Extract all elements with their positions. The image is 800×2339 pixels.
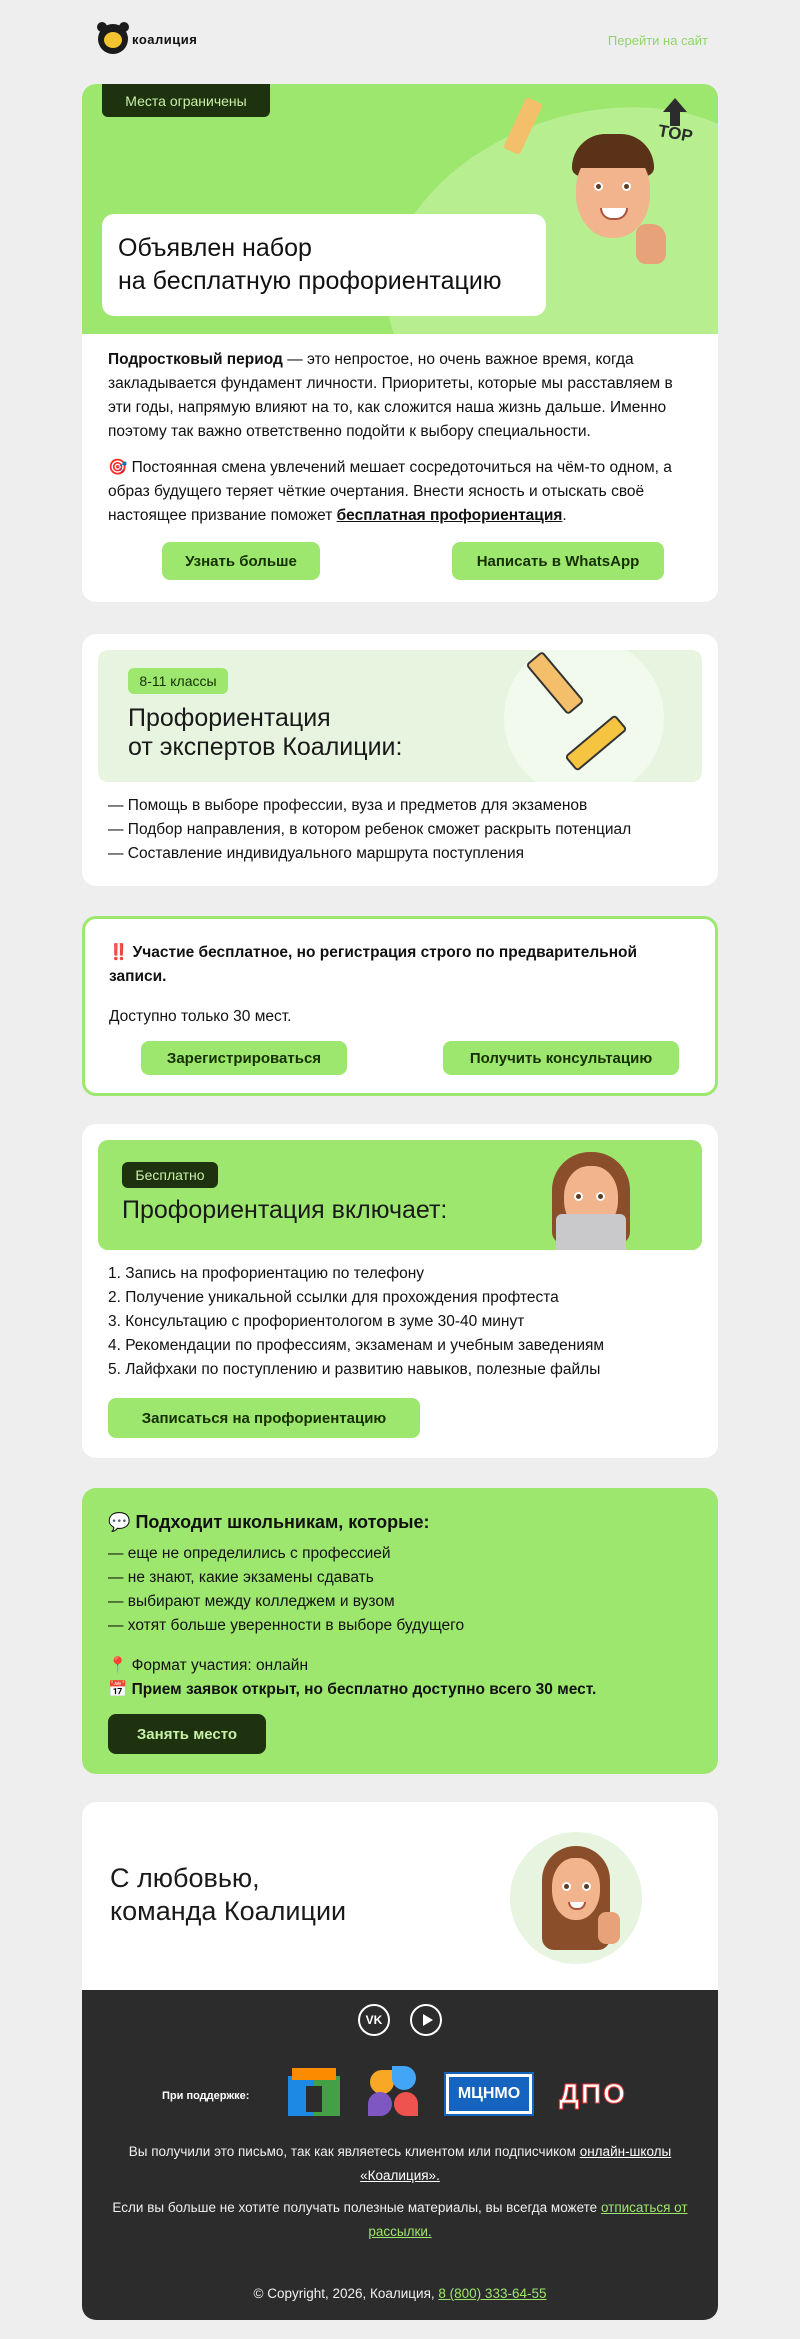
calendar-icon: 📅 (108, 1681, 128, 1698)
partner-logo-cube-icon[interactable] (288, 2068, 340, 2120)
experts-card (82, 634, 718, 886)
school-link[interactable]: онлайн-школы «Коалиция». (360, 2144, 672, 2183)
second-end: . (562, 507, 567, 524)
list-item: — не знают, какие экзамены сдавать (108, 1569, 374, 1586)
intro-paragraph (108, 348, 694, 444)
audience-card (82, 1488, 718, 1774)
hero-title (118, 232, 502, 298)
signature-footer-card (82, 1802, 718, 2320)
list-item: — еще не определились с профессией (108, 1545, 391, 1562)
pin-icon: 📍 (108, 1657, 128, 1674)
get-consultation-button[interactable]: Получить консультацию (443, 1041, 679, 1075)
target-icon: 🎯 (108, 459, 128, 476)
second-text: Постоянная смена увлечений мешает сосредоточиться на чём-то одном, а образ будущего теряет чёткие очертания. Внести ясность и отыскать своё настоящее призвание поможет (108, 459, 672, 524)
list-item: 2. Получение уникальной ссылки для прохождения профтеста (108, 1289, 559, 1306)
hero-title-box (102, 214, 546, 316)
grades-badge: 8-11 классы (128, 668, 228, 694)
experts-title-line2: от экспертов Коалиции: (128, 733, 403, 761)
notice-text (109, 941, 689, 989)
intro-text: — это непростое, но очень важное время, когда закладывается фундамент личности. Приоритеты, которые мы расставляем в эти годы, напрямую влияют на то, как сложится наша жизнь дальше. Именно поэтому так важно ответственно подойти к выбору специальности. (108, 351, 673, 440)
thumbs-up-icon (598, 1912, 620, 1944)
signature-line2: команда Коалиции (110, 1896, 347, 1926)
free-badge: Бесплатно (122, 1162, 218, 1188)
notice-bold: Участие бесплатное, но регистрация строго по предварительной записи. (109, 944, 638, 985)
limited-badge: Места ограничены (102, 84, 270, 117)
unsubscribe-link[interactable]: отписаться от рассылки. (368, 2200, 688, 2239)
experts-title-line1: Профориентация (128, 704, 331, 732)
seats-text: Доступно только 30 мест. (109, 1008, 292, 1025)
list-item: — Подбор направления, в котором ребенок сможет раскрыть потенциал (108, 821, 632, 838)
format-line (108, 1654, 308, 1678)
learn-more-button[interactable]: Узнать больше (162, 542, 320, 580)
signature-line1: С любовью, (110, 1863, 260, 1893)
hero-card (82, 84, 718, 602)
list-item: — выбирают между колледжем и вузом (108, 1593, 395, 1610)
list-item: — Помощь в выборе профессии, вуза и предметов для экзаменов (108, 797, 588, 814)
notice-card (82, 916, 718, 1096)
logo-text: коалиция (132, 31, 198, 47)
intro-bold: Подростковый период (108, 351, 283, 368)
avatar-girl-thumbs (510, 1832, 642, 1964)
open-text: Прием заявок открыт, но бесплатно доступно всего 30 мест. (131, 1681, 597, 1698)
list-item: — хотят больше уверенности в выборе будущего (108, 1617, 465, 1634)
notice-text: Вы получили это письмо, так как являетесь клиентом или подписчиком (128, 2144, 580, 2159)
speech-bubble-icon: 💬 (108, 1512, 131, 1532)
support-label: При поддержке: (162, 2090, 250, 2102)
thumbs-up-icon (636, 224, 666, 264)
list-item: 5. Лайфхаки по поступлению и развитию навыков, полезные файлы (108, 1361, 601, 1378)
laptop-icon (556, 1214, 626, 1250)
footer (82, 1990, 718, 2320)
copyright (108, 2282, 692, 2306)
experts-banner (98, 650, 702, 782)
hero-banner (82, 84, 718, 334)
take-seat-button[interactable]: Занять место (108, 1714, 266, 1754)
copyright-text: © Copyright, 2026, Коалиция, (253, 2286, 439, 2301)
includes-banner (98, 1140, 702, 1250)
format-text: Формат участия: онлайн (127, 1657, 309, 1674)
signature-title (110, 1862, 346, 1928)
phone-link[interactable]: 8 (800) 333-64-55 (438, 2286, 547, 2301)
list-item: 1. Запись на профориентацию по телефону (108, 1265, 425, 1282)
top-label: TOP (656, 121, 695, 146)
dpo-logo[interactable]: ДПО (559, 2078, 627, 2109)
experts-title (128, 704, 402, 762)
mcnmo-logo[interactable]: МЦНМО (446, 2074, 532, 2114)
avatar-boy (562, 134, 672, 274)
open-line (108, 1678, 596, 1702)
go-to-site-link[interactable]: Перейти на сайт (607, 33, 708, 48)
list-item: 3. Консультацию с профориентологом в зуме 30-40 минут (108, 1313, 525, 1330)
partner-logo-petals-icon[interactable] (366, 2064, 420, 2120)
unsubscribe-notice (108, 2196, 692, 2244)
whatsapp-button[interactable]: Написать в WhatsApp (452, 542, 664, 580)
subscription-notice (108, 2140, 692, 2188)
vk-icon[interactable]: VK (358, 2004, 390, 2036)
hero-title-line2: на бесплатную профориентацию (118, 267, 502, 295)
list-item: — Составление индивидуального маршрута поступления (108, 845, 525, 862)
koala-logo-icon (98, 24, 128, 54)
free-proforientation-link[interactable]: бесплатная профориентация (336, 507, 563, 524)
includes-card (82, 1124, 718, 1458)
signup-proforientation-button[interactable]: Записаться на профориентацию (108, 1398, 420, 1438)
avatar-girl-laptop (546, 1152, 636, 1250)
brand-logo[interactable] (98, 24, 197, 54)
includes-title: Профориентация включает: (122, 1196, 448, 1224)
audience-title (108, 1510, 694, 1534)
exclamation-icon: ‼️ (109, 944, 129, 961)
list-item: 4. Рекомендации по профессиям, экзаменам и учебным заведениям (108, 1337, 605, 1354)
unsubscribe-text: Если вы больше не хотите получать полезные материалы, вы всегда можете (112, 2200, 601, 2215)
register-button[interactable]: Зарегистрироваться (141, 1041, 347, 1075)
second-paragraph (108, 456, 694, 528)
email-header (82, 20, 718, 60)
audience-title-text: Подходит школьникам, которые: (135, 1512, 430, 1532)
youtube-icon[interactable] (410, 2004, 442, 2036)
hero-title-line1: Объявлен набор (118, 234, 312, 262)
